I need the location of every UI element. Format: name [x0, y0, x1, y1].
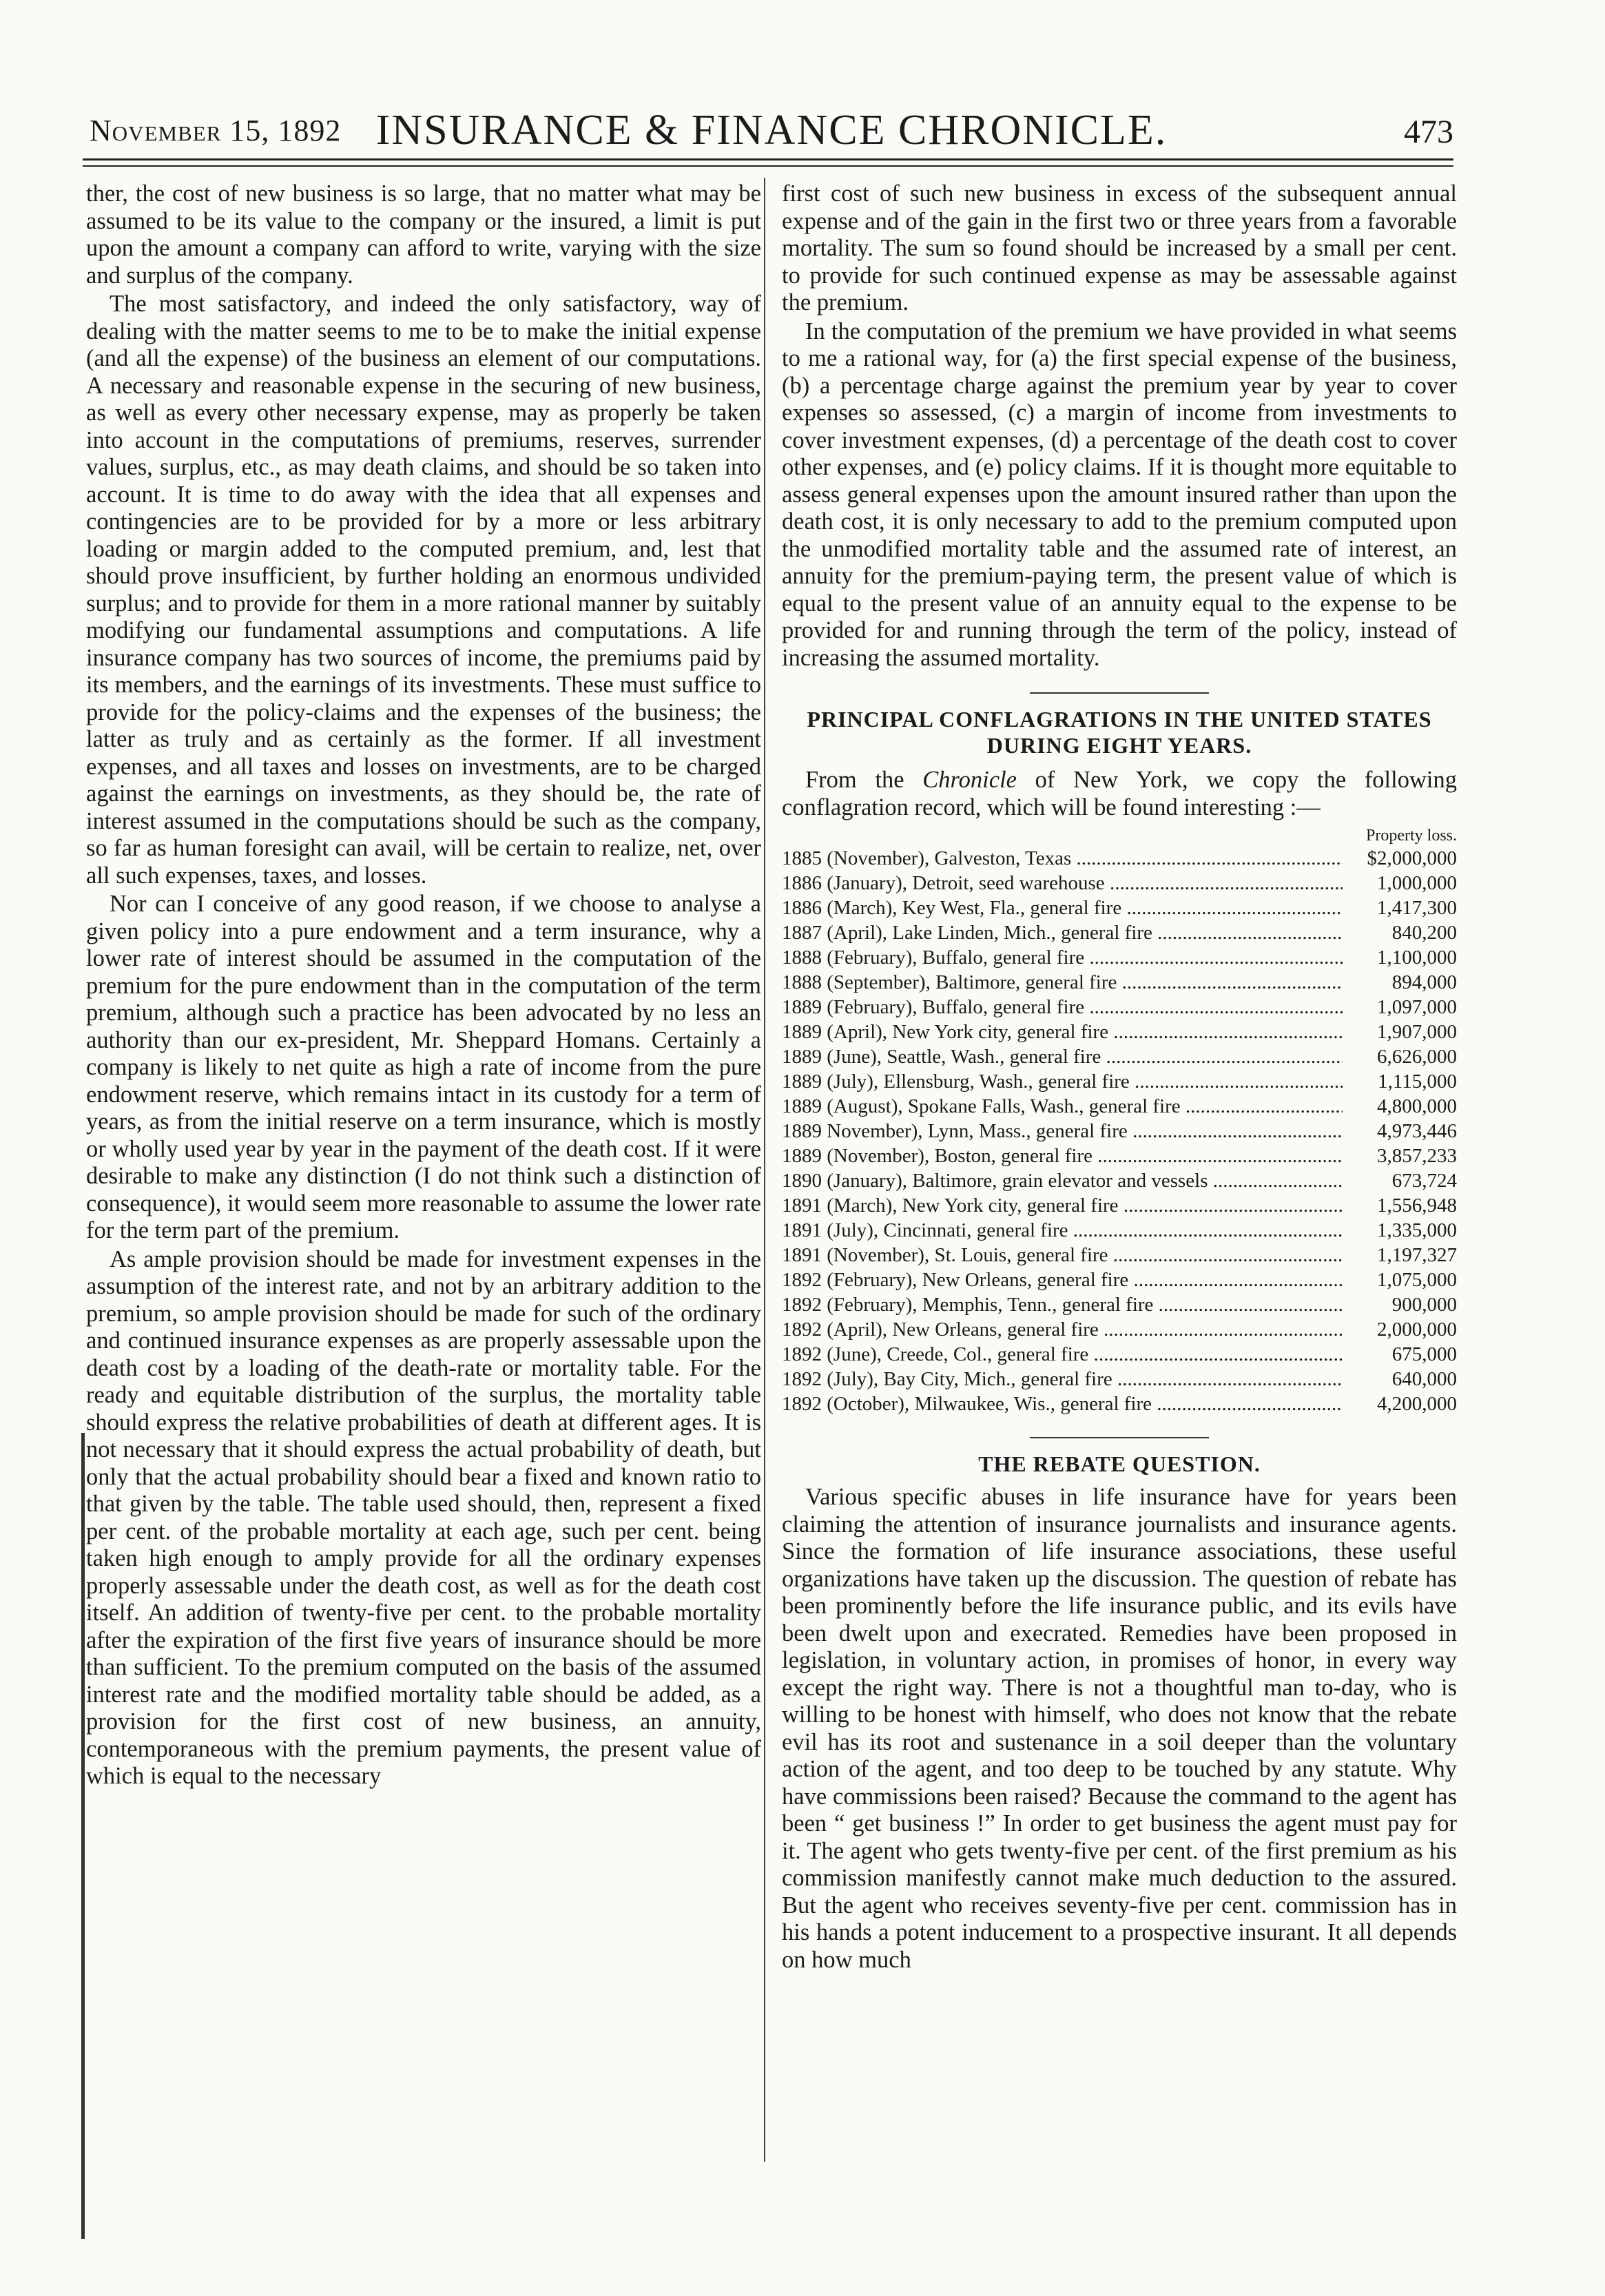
table-row: [782, 1069, 1457, 1094]
fire-description: 1888 (September), Baltimore, general fire .....: [782, 970, 1343, 995]
table-row: [782, 1392, 1457, 1416]
property-loss-value: 894,000: [1391, 971, 1457, 993]
margin-mark: [81, 1433, 85, 2239]
property-loss-value: 1,100,000: [1377, 947, 1457, 969]
fire-description: 1889 (June), Seattle, Wash., general fire .....: [782, 1044, 1343, 1069]
article-paragraph: first cost of such new business in excess of the subsequent annual expense and of the gain in the first two or three years from a favorable mortality. The sum so found should be increased by a small per cent. to provide for such continued expense as may be assessable against the premium.: [782, 180, 1457, 316]
property-loss-value: 6,626,000: [1377, 1046, 1457, 1068]
table-row: [782, 1119, 1457, 1144]
table-row: [782, 920, 1457, 945]
fire-description: 1891 (November), St. Louis, general fire .....: [782, 1243, 1343, 1268]
table-row: [782, 1367, 1457, 1392]
fire-description: 1889 (February), Buffalo, general fire .....: [782, 995, 1343, 1020]
section-rule: [1030, 692, 1209, 694]
property-loss-header: Property loss.: [1366, 827, 1457, 845]
fire-description: 1891 (July), Cincinnati, general fire .....: [782, 1218, 1343, 1243]
property-loss-value: 1,556,948: [1377, 1194, 1457, 1217]
header-rule: [83, 158, 1453, 161]
conflagrations-title: PRINCIPAL CONFLAGRATIONS IN THE UNITED STATES DURING EIGHT YEARS.: [807, 707, 1432, 758]
table-row: [782, 1342, 1457, 1367]
property-loss-value: 673,724: [1391, 1170, 1457, 1192]
table-row: [782, 1094, 1457, 1119]
property-loss-value: 900,000: [1391, 1294, 1457, 1316]
article-paragraph: Nor can I conceive of any good reason, if we choose to analyse a given policy into a pure endowment and a term insurance, why a lower rate of interest should be assumed in the computation of the premium for the pure endowment than in the computation of the term premium, although such a practice has been advocated by no less an authority than our ex-president, Mr. Sheppard Homans. Certainly a company is likely to net quite as high a rate of income from the pure endowment reserve, which remains intact in its custody for a term of years, as from the initial reserve on a term insurance, which is mostly or wholly used year by year in the payment of the death cost. If it were desirable to make any distinction (I do not think such a distinction of consequence), it would seem more reasonable to assume the lower rate for the term part of the premium.: [86, 891, 761, 1243]
page-number: 473: [1404, 114, 1453, 150]
header-rule-thin: [83, 165, 1453, 167]
fire-description: 1891 (March), New York city, general fire .....: [782, 1193, 1343, 1218]
property-loss-value: 4,973,446: [1377, 1120, 1457, 1142]
table-row: [782, 970, 1457, 995]
property-loss-value: 640,000: [1391, 1368, 1457, 1390]
property-loss-value: 675,000: [1391, 1343, 1457, 1365]
fire-description: 1887 (April), Lake Linden, Mich., general fire .....: [782, 920, 1343, 945]
property-loss-value: 1,000,000: [1377, 872, 1457, 894]
fire-description: 1890 (January), Baltimore, grain elevator and vessels .....: [782, 1168, 1343, 1193]
table-row: [782, 1144, 1457, 1168]
chronicle-name: Chronicle: [922, 767, 1017, 793]
publication-title: INSURANCE & FINANCE CHRONICLE.: [375, 107, 1168, 154]
property-loss-value: 4,200,000: [1377, 1393, 1457, 1415]
article-paragraph: The most satisfactory, and indeed the only satisfactory, way of dealing with the matter seems to me to be to make the initial expense (and all the expense) of the business an element of our computations. A necessary and reasonable expense in the securing of new business, as well as every other necessary expense, may as properly be taken into account in the computations of premiums, reserves, surrender values, surplus, etc., as may death claims, and should be so taken into account. It is time to do away with the idea that all expenses and contingencies are to be provided for by a more or less arbitrary loading or margin added to the computed premium, and, lest that should prove insufficient, by further holding an enormous undivided surplus; and to provide for them in a more rational manner by suitably modifying our fundamental assumptions and computations. A life insurance company has two sources of income, the premiums paid by its members, and the earnings of its investments. These must suffice to provide for the policy-claims and the expenses of the business; the latter as truly and as certainly as the former. If all investment expenses, and all taxes and losses on investments, are to be charged against the earnings on investments, as they should be, the rate of interest assumed in the computations should be such as the company, so far as human foresight can avail, will be certain to realize, net, over all such expenses, taxes, and losses.: [86, 291, 761, 889]
table-row: [782, 1292, 1457, 1317]
property-loss-value: 1,115,000: [1378, 1071, 1457, 1093]
table-row: [782, 945, 1457, 970]
issue-date: November 15, 1892: [90, 114, 342, 147]
conflagrations-intro: From the Chronicle of New York, we copy the following conflagration record, which will be found interesting :—: [782, 767, 1457, 820]
property-loss-value: 2,000,000: [1377, 1318, 1457, 1341]
table-row: [782, 1193, 1457, 1218]
fire-description: 1892 (October), Milwaukee, Wis., general fire .....: [782, 1392, 1343, 1416]
page-header: [83, 103, 1460, 152]
table-row: [782, 1168, 1457, 1193]
table-row: [782, 1218, 1457, 1243]
fire-description: 1892 (April), New Orleans, general fire .....: [782, 1317, 1343, 1342]
column-divider: [764, 178, 765, 2162]
fire-description: 1889 (August), Spokane Falls, Wash., general fire .....: [782, 1094, 1343, 1119]
section-rule: [1030, 1437, 1209, 1438]
conflagration-table: [782, 846, 1457, 1416]
fire-description: 1889 November), Lynn, Mass., general fire .....: [782, 1119, 1343, 1144]
property-loss-value: 1,417,300: [1377, 897, 1457, 919]
fire-description: 1892 (February), Memphis, Tenn., general fire .....: [782, 1292, 1343, 1317]
fire-description: 1892 (February), New Orleans, general fire .....: [782, 1268, 1343, 1292]
fire-description: 1888 (February), Buffalo, general fire .....: [782, 945, 1343, 970]
fire-description: 1885 (November), Galveston, Texas .....: [782, 846, 1343, 871]
property-loss-value: 1,075,000: [1377, 1269, 1457, 1291]
table-row: [782, 846, 1457, 871]
property-loss-value: 1,335,000: [1377, 1219, 1457, 1241]
property-loss-value: 3,857,233: [1377, 1145, 1457, 1167]
fire-description: 1889 (November), Boston, general fire .....: [782, 1144, 1343, 1168]
property-loss-value: $2,000,000: [1367, 847, 1457, 869]
table-row: [782, 871, 1457, 896]
table-row: [782, 1243, 1457, 1268]
article-paragraph: In the computation of the premium we have provided in what seems to me a rational way, for (a) the first special expense of the business, (b) a percentage charge against the premium year by year to cover expenses so assessed, (c) a margin of income from investments to cover investment expenses, (d) a percentage of the death cost to cover other expenses, and (e) policy claims. If it is thought more equitable to assess general expenses upon the amount insured rather than upon the death cost, it is only necessary to add to the premium computed upon the unmodified mortality table and the assumed rate of interest, an annuity for the premium-paying term, the present value of which is equal to the present value of an annuity equal to the expense to be provided for and running through the term of the policy, instead of increasing the assumed mortality.: [782, 318, 1457, 671]
article-paragraph: Various specific abuses in life insurance have for years been claiming the attention of insurance journalists and insurance agents. Since the formation of life insurance associations, these useful organizations have taken up the discussion. The question of rebate has been prominently before the life insurance public, and its evils have been dwelt upon and execrated. Remedies have been proposed in legislation, in voluntary action, in promises of honor, in every way except the right way. There is not a thoughtful man to-day, who is willing to be honest with himself, who does not know that the rebate evil has its root and sustenance in a soil deeper than the voluntary action of the agent, and too deep to be touched by any statute. Why have commissions been raised? Because the command to the agent has been “ get business !” In order to get business the agent must pay for it. The agent who gets twenty-five per cent. of the first premium as his commission manifestly cannot make much deduction to the assured. But the agent who receives seventy-five per cent. commission has in his hands a potent inducement to a prospective insurant. It all depends on how much: [782, 1484, 1457, 1973]
table-row: [782, 1020, 1457, 1044]
property-loss-value: 4,800,000: [1377, 1095, 1457, 1117]
fire-description: 1886 (March), Key West, Fla., general fire .....: [782, 896, 1343, 920]
property-loss-value: 1,907,000: [1377, 1021, 1457, 1043]
rebate-title: THE REBATE QUESTION.: [978, 1451, 1261, 1476]
article-paragraph: ther, the cost of new business is so large, that no matter what may be assumed to be its value to the company or the insured, a limit is put upon the amount a company can afford to write, varying with the size and surplus of the company.: [86, 180, 761, 289]
table-row: [782, 1317, 1457, 1342]
fire-description: 1889 (April), New York city, general fire .....: [782, 1020, 1343, 1044]
fire-description: 1886 (January), Detroit, seed warehouse .....: [782, 871, 1343, 896]
article-paragraph: As ample provision should be made for investment expenses in the assumption of the interest rate, and not by an arbitrary addition to the premium, so ample provision should be made for such of the ordinary and continued insurance expenses as are properly assessable upon the death cost by a loading of the death-rate or mortality table. For the ready and equitable distribution of the surplus, the mortality table should express the relative probabilities of death at different ages. It is not necessary that it should express the actual probability of death, but only that the actual probability should bear a fixed and known ratio to that given by the table. The table used should, then, represent a fixed per cent. of the probable mortality at each age, such per cent. being taken high enough to amply provide for all the ordinary expenses properly assessable under the death cost, as well as for the death cost itself. An addition of twenty-five per cent. to the probable mortality after the expiration of the first five years of insurance should be more than sufficient. To the premium computed on the basis of the assumed interest rate and the modified mortality table should be added, as a provision for the first cost of new business, an annuity, contemporaneous with the premium payments, the present value of which is equal to the necessary: [86, 1245, 761, 1789]
table-row: [782, 1268, 1457, 1292]
table-row: [782, 1044, 1457, 1069]
table-row: [782, 995, 1457, 1020]
fire-description: 1892 (June), Creede, Col., general fire .....: [782, 1342, 1343, 1367]
property-loss-value: 1,097,000: [1377, 996, 1457, 1018]
property-loss-value: 840,200: [1391, 922, 1457, 944]
fire-description: 1889 (July), Ellensburg, Wash., general fire .....: [782, 1069, 1343, 1094]
right-column: [782, 180, 1457, 2247]
left-column: [86, 180, 761, 2247]
fire-description: 1892 (July), Bay City, Mich., general fire .....: [782, 1367, 1343, 1392]
table-row: [782, 896, 1457, 920]
property-loss-value: 1,197,327: [1377, 1244, 1457, 1266]
